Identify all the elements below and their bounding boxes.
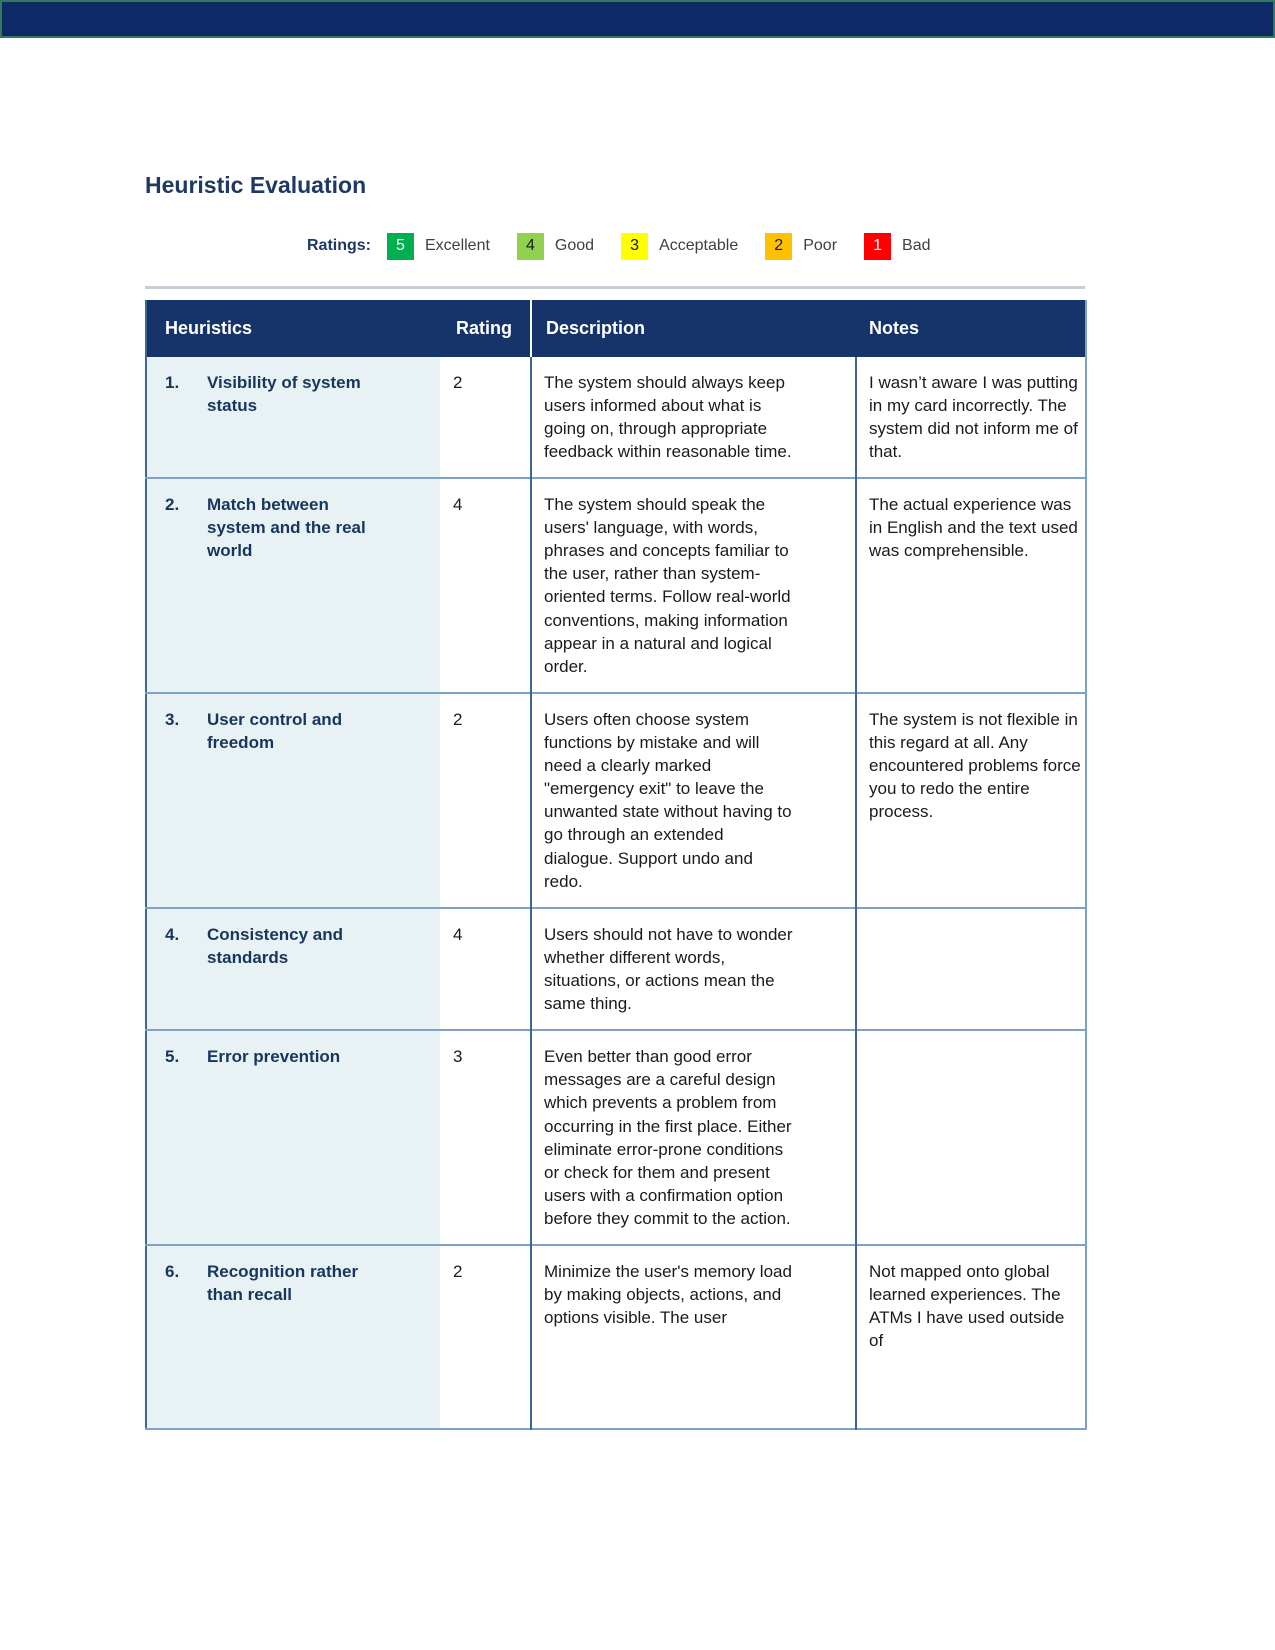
column-header-notes: Notes	[856, 300, 1086, 357]
notes-text	[856, 908, 1086, 1030]
notes-text: The actual experience was in English and the text used was comprehensible.	[856, 478, 1086, 693]
rating-swatch-value: 5	[396, 237, 405, 255]
rating-value: 4	[440, 478, 531, 693]
rating-swatch-1	[864, 233, 891, 260]
description-text: Users should not have to wonder whether different words, situations, or actions mean the same thing.	[531, 908, 856, 1030]
heuristic-name: User control and freedom	[207, 709, 343, 753]
description-text: Even better than good error messages are a careful design which prevents a problem from occurring in the first place. Either eliminate error-prone conditions or check for them and present users with a confirmation option before they commit to the action.	[531, 1030, 856, 1245]
legend-item-acceptable	[621, 233, 738, 260]
heuristic-cell	[146, 908, 440, 1030]
table-row	[146, 357, 1086, 478]
column-header-heuristics: Heuristics	[146, 300, 440, 357]
rating-swatch-value: 2	[774, 237, 784, 255]
rating-swatch-3	[621, 233, 648, 260]
row-number: 5.	[165, 1047, 180, 1067]
heuristic-cell	[146, 357, 440, 478]
table-row	[146, 908, 1086, 1030]
rating-swatch-value: 4	[525, 237, 535, 255]
page-title: Heuristic Evaluation	[145, 172, 367, 198]
rating-swatch-value: 3	[630, 237, 640, 255]
heuristic-name: Consistency and standards	[207, 924, 344, 967]
row-number: 4.	[165, 924, 180, 944]
heuristic-cell	[146, 693, 440, 908]
legend-item-excellent	[387, 233, 490, 260]
heuristic-name: Error prevention	[207, 1047, 341, 1067]
column-header-rating: Rating	[440, 300, 531, 357]
heuristic-name: Recognition rather than recall	[207, 1262, 359, 1305]
description-text: The system should speak the users' language, with words, phrases and concepts familiar to the user, rather than system-oriented terms. Follow real-world conventions, making information appear in a natural and logical order.	[531, 478, 856, 693]
notes-text	[856, 1030, 1086, 1245]
rating-swatch-5	[387, 233, 414, 260]
notes-text: I wasn’t aware I was putting in my card incorrectly. The system did not inform me of that.	[869, 372, 1078, 461]
table-row	[146, 478, 1086, 693]
row-number: 1.	[165, 372, 180, 392]
legend-item-poor	[765, 233, 837, 260]
rating-swatch-2	[765, 233, 792, 260]
rating-value: 2	[453, 372, 463, 392]
legend-item-good	[517, 233, 594, 260]
rating-value: 2	[440, 1245, 531, 1429]
legend-item-label: Bad	[902, 237, 931, 255]
rating-value: 4	[440, 908, 531, 1030]
heuristic-cell	[146, 478, 440, 693]
page-content	[145, 0, 1085, 1430]
heuristic-cell	[146, 1245, 440, 1429]
heuristics-table	[145, 286, 1085, 1431]
description-text: Minimize the user's memory load by making objects, actions, and options visible. The user	[531, 1245, 856, 1429]
row-number: 3.	[165, 709, 180, 729]
ratings-legend	[307, 233, 1085, 260]
row-number: 6.	[165, 1262, 180, 1282]
table-header-row	[146, 300, 1086, 357]
row-number: 2.	[165, 495, 180, 515]
table-row	[146, 693, 1086, 908]
description-text: Users often choose system functions by mistake and will need a clearly marked "emergency exit" to leave the unwanted state without having to go through an extended dialogue. Support undo and redo.	[531, 693, 856, 908]
legend-item-label: Acceptable	[659, 237, 739, 255]
table-row	[146, 1245, 1086, 1429]
column-header-description: Description	[531, 300, 856, 357]
rating-value: 2	[440, 693, 531, 908]
notes-text: The system is not flexible in this regard at all. Any encountered problems force you to redo the entire process.	[856, 693, 1086, 908]
legend-item-bad	[864, 233, 930, 260]
legend-item-label: Good	[554, 237, 595, 255]
rating-swatch-4	[517, 233, 544, 260]
heuristic-name: Match between system and the real world	[207, 495, 366, 561]
heuristic-name: Visibility of system status	[207, 372, 361, 415]
table-row	[146, 1030, 1086, 1245]
rating-swatch-value: 1	[873, 237, 882, 255]
description-text: The system should always keep users informed about what is going on, through appropriate feedback within reasonable time.	[531, 357, 856, 478]
heuristic-cell	[146, 1030, 440, 1245]
rating-value: 3	[440, 1030, 531, 1245]
legend-item-label: Poor	[803, 237, 838, 255]
notes-text: Not mapped onto global learned experiences. The ATMs I have used outside of	[856, 1245, 1086, 1429]
legend-item-label: Excellent	[425, 237, 490, 255]
ratings-legend-label: Ratings:	[307, 237, 371, 255]
